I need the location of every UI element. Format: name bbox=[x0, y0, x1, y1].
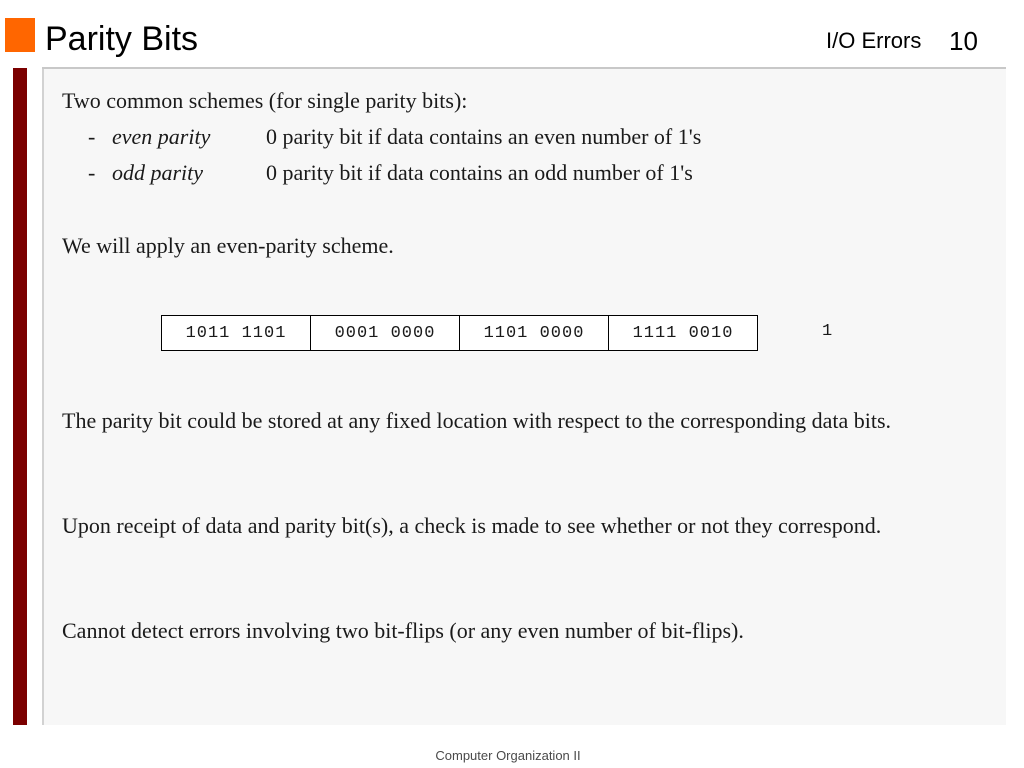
title-accent-square bbox=[5, 18, 35, 52]
odd-parity-description: 0 parity bit if data contains an odd number of 1's bbox=[266, 160, 693, 185]
even-parity-description: 0 parity bit if data contains an even number of 1's bbox=[266, 124, 702, 149]
scheme-dash-odd: - bbox=[88, 160, 96, 185]
data-byte-cell: 1011 1101 bbox=[162, 316, 311, 351]
slide-title: Parity Bits bbox=[45, 20, 199, 58]
intro-text: Two common schemes (for single parity bits): bbox=[62, 88, 468, 113]
odd-parity-term: odd parity bbox=[112, 160, 204, 185]
detection-limit-paragraph: Cannot detect errors involving two bit-flips (or any even number of bit-flips). bbox=[62, 618, 744, 643]
even-parity-scheme-text: We will apply an even-parity scheme. bbox=[62, 233, 394, 258]
data-byte-cell: 0001 0000 bbox=[311, 316, 460, 351]
footer-course-name: Computer Organization II bbox=[435, 748, 581, 763]
data-byte-cell: 1101 0000 bbox=[460, 316, 609, 351]
parity-storage-paragraph: The parity bit could be stored at any fixed location with respect to the corresponding data bits. bbox=[62, 408, 892, 433]
even-parity-term: even parity bbox=[112, 124, 211, 149]
scheme-dash-even: - bbox=[88, 124, 96, 149]
parity-check-paragraph: Upon receipt of data and parity bit(s), a check is made to see whether or not they correspond. bbox=[62, 513, 882, 538]
data-byte-cell: 1111 0010 bbox=[609, 316, 758, 351]
topic-label: I/O Errors bbox=[826, 28, 922, 53]
data-bits-row bbox=[162, 316, 758, 351]
left-accent-bar bbox=[13, 68, 27, 725]
slide-number: 10 bbox=[949, 26, 978, 56]
parity-bit-value: 1 bbox=[822, 322, 833, 341]
data-bits-table bbox=[161, 315, 758, 351]
content-panel bbox=[42, 69, 1006, 725]
